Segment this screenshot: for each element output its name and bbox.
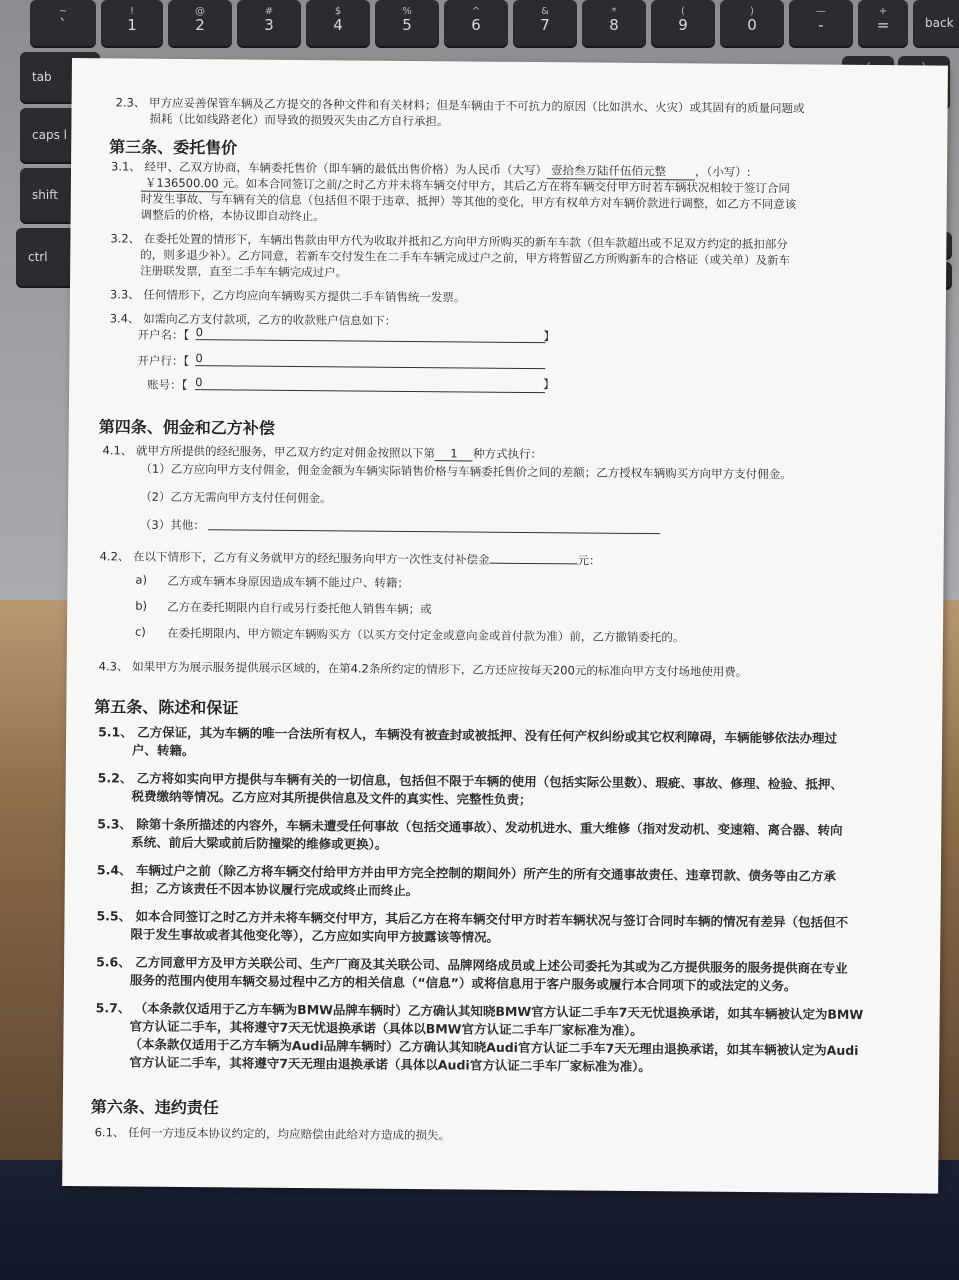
price-amount-chinese: 壹拾叁万陆仟伍佰元整 bbox=[547, 162, 695, 180]
clause-4-2-suffix: 元： bbox=[577, 553, 601, 568]
account-number-bracket: 】 bbox=[543, 377, 555, 392]
key-2: @ 2 bbox=[168, 0, 232, 46]
clause-5-2-line-1: 5.2、 乙方将如实向甲方提供与车辆有关的一切信息，包括但不限于车辆的使用（包括实际公里数）、瑕疵、事故、修理、检验、抵押、 bbox=[97, 770, 844, 792]
key-shift: shift bbox=[20, 168, 80, 222]
clause-3-3: 3.3、 任何情形下，乙方均应向车辆购买方提供二手车销售统一发票。 bbox=[109, 287, 466, 305]
account-bank-value: 0 bbox=[195, 351, 203, 366]
key-tilde: ~ ` bbox=[30, 0, 96, 46]
clause-5-1-line-2: 户、转籍。 bbox=[131, 742, 195, 759]
account-number-label: 账号：【 bbox=[147, 377, 188, 393]
price-amount-number: ￥136500.00 bbox=[141, 175, 223, 193]
account-name-field bbox=[196, 325, 546, 343]
clause-5-6-line-1: 5.6、 乙方同意甲方及甲方关联公司、生产厂商及其关联公司、品牌网络成员或上述公司委托为其或为乙方提供服务的服务提供商在专业 bbox=[96, 954, 848, 976]
clause-4-3: 4.3、 如果甲方为展示服务提供展示区域的，在第4.2条所约定的情形下，乙方还应按每天200元的标准向甲方支付场地使用费。 bbox=[98, 659, 748, 679]
key-minus: — - bbox=[789, 0, 853, 46]
clause-4-2-a-text: 乙方或车辆本身原因造成车辆不能过户、转籍； bbox=[167, 573, 409, 590]
clause-2-3-line-1: 2.3、 甲方应妥善保管车辆及乙方提交的各种文件和有关材料；但是车辆由于不可抗力的原因（比如洪水、火灾）或其固有的质量问题或 bbox=[115, 95, 805, 116]
clause-4-1-option-1: （1）乙方应向甲方支付佣金，佣金金额为车辆实际销售价格与车辆委托售价之间的差额；乙方授权车辆购买方向甲方支付佣金。 bbox=[140, 461, 792, 482]
key-6: ^ 6 bbox=[444, 0, 508, 46]
key-tab: tab bbox=[20, 52, 100, 102]
clause-5-5-line-2: 限于发生事故或者其他变化等），乙方应如实向甲方披露该等情况。 bbox=[130, 926, 500, 945]
clause-4-2-b-text: 乙方在委托期限内自行或另行委托他人销售车辆；或 bbox=[167, 599, 432, 617]
clause-5-7-line-1: 5.7、 （本条款仅适用于乙方车辆为BMW品牌车辆时）乙方确认其知晓BMW官方认证二手车7天无忧退换承诺，如其车辆被认定为BMW bbox=[95, 1000, 864, 1022]
clause-5-3-line-1: 5.3、 除第十条所描述的内容外，车辆未遭受任何事故（包括交通事故）、发动机进水、重大维修（指对发动机、变速箱、离合器、转向 bbox=[97, 816, 843, 838]
commission-choice: 1 bbox=[435, 446, 473, 461]
key-ctrl: ctrl bbox=[16, 228, 76, 286]
clause-4-2 bbox=[100, 548, 601, 568]
account-name-value: 0 bbox=[195, 325, 204, 340]
clause-3-2-line-1: 3.2、 在委托处置的情形下，车辆出售款由甲方代为收取并抵扣乙方向甲方所购买的新车车款（但车款超出或不足双方约定的抵扣部分 bbox=[110, 231, 788, 252]
clause-3-4: 3.4、 如需向乙方支付款项，乙方的收款账户信息如下： bbox=[109, 311, 397, 328]
clause-4-2-a-label: a) bbox=[135, 572, 148, 587]
account-number-field bbox=[195, 375, 545, 393]
contract-page bbox=[62, 58, 948, 1194]
clause-5-4-line-1: 5.4、 车辆过户之前（除乙方将车辆交付给甲方并由甲方完全控制的期间外）所产生的所有交通事故责任、违章罚款、债务等由乙方承 bbox=[96, 862, 836, 884]
key-backspace: back bbox=[913, 0, 959, 46]
account-bank-field bbox=[195, 351, 545, 369]
clause-4-2-c-label: c) bbox=[134, 624, 146, 639]
clause-4-2-prefix: 4.2、 在以下情形下，乙方有义务就甲方的经纪服务向甲方一次性支付补偿金 bbox=[99, 549, 490, 567]
clause-5-7-line-3: （本条款仅适用于乙方车辆为Audi品牌车辆时）乙方确认其知晓Audi官方认证二手车7天无理由退换承诺，如其车辆被认定为Audi bbox=[129, 1036, 859, 1058]
article-4-title: 第四条、佣金和乙方补偿 bbox=[98, 417, 275, 438]
key-8: * 8 bbox=[582, 0, 646, 46]
key-9: ( 9 bbox=[651, 0, 715, 46]
clause-5-5-line-1: 5.5、 如本合同签订之时乙方并未将车辆交付甲方，其后乙方在将车辆交付甲方时若车辆状况与签订合同时车辆的情况有差异（包括但不 bbox=[96, 908, 849, 930]
clause-5-4-line-2: 担；乙方该责任不因本协议履行完成或终止而终止。 bbox=[130, 880, 419, 899]
key-7: & 7 bbox=[513, 0, 577, 46]
article-6-title: 第六条、违约责任 bbox=[90, 1097, 219, 1118]
clause-4-2-b-label: b) bbox=[135, 598, 148, 613]
clause-2-3-line-2: 损耗（比如线路老化）而导致的损毁灭失由乙方自行承担。 bbox=[149, 111, 449, 129]
account-bank-label: 开户行：【 bbox=[137, 353, 190, 369]
key-3: # 3 bbox=[237, 0, 301, 46]
clause-4-1 bbox=[103, 442, 543, 462]
clause-4-1-other-field bbox=[208, 515, 660, 534]
clause-3-1-text-2: 元。如本合同签订之前/之时乙方并未将车辆交付甲方，其后乙方在将车辆交付甲方时若车辆状况相较于签订合同 bbox=[222, 176, 791, 196]
clause-5-1-line-1: 5.1、 乙方保证，其为车辆的唯一合法所有权人，车辆没有被查封或被抵押、没有任何产权纠纷或其它权利障碍，车辆能够依法办理过 bbox=[98, 724, 838, 746]
account-name-bracket: 】 bbox=[543, 329, 556, 344]
compensation-amount bbox=[490, 563, 578, 565]
clause-5-2-line-2: 税费缴纳等情况。乙方应对其所提供信息及文件的真实性、完整性负责； bbox=[131, 788, 532, 808]
account-name-label: 开户名：【 bbox=[137, 327, 190, 343]
account-number-value: 0 bbox=[195, 375, 203, 390]
clause-4-2-c-text: 在委托期限内、甲方锁定车辆购买方（以买方交付定金或意向金或首付款为准）前，乙方撤销委托的。 bbox=[166, 625, 685, 645]
clause-4-1-option-2: （2）乙方无需向甲方支付任何佣金。 bbox=[140, 489, 332, 506]
clause-4-1-suffix: 种方式执行： bbox=[472, 446, 543, 462]
clause-3-1-prefix: 3.1、 经甲、乙双方协商，车辆委托售价（即车辆的最低出售价格）为人民币（大写） bbox=[110, 159, 548, 178]
clause-3-1-suffix: ，（小写）: bbox=[694, 164, 751, 179]
clause-3-1-line-3: 时发生事故、与车辆有关的信息（包括但不限于违章、抵押）等其他的变化，甲方有权单方对车辆价款进行调整，如乙方不同意该 bbox=[140, 191, 797, 212]
clause-5-6-line-2: 服务的范围内使用车辆交易过程中乙方的相关信息（“信息”）或将信息用于客户服务或履行本合同项下的或法定的义务。 bbox=[129, 972, 797, 994]
clause-5-3-line-2: 系统、前后大梁或前后防撞梁的维修或更换）。 bbox=[131, 834, 388, 852]
clause-3-1-line-4: 调整后的价格，本协议即自动终止。 bbox=[140, 207, 325, 224]
key-0: ) 0 bbox=[720, 0, 784, 46]
key-1: ! 1 bbox=[101, 0, 163, 46]
article-5-title: 第五条、陈述和保证 bbox=[94, 697, 239, 718]
key-equals: + = bbox=[858, 0, 908, 46]
clause-3-2-line-3: 注册联发票，直至二手车车辆完成过户。 bbox=[140, 263, 348, 280]
clause-5-7-line-2: 官方认证二手车，其将遵守7天无忧退换承诺（具体以BMW官方认证二手车厂家标准为准）。 bbox=[129, 1018, 643, 1039]
key-5: % 5 bbox=[375, 0, 439, 46]
article-3-title: 第三条、委托售价 bbox=[109, 137, 238, 158]
clause-4-1-prefix: 4.1、 就甲方所提供的经纪服务，甲乙双方约定对佣金按照以下第 bbox=[102, 443, 436, 461]
clause-3-2-line-2: 的，则多退少补）。乙方同意，若新车交付发生在二手车车辆完成过户之前，甲方将暂留乙方所购新车的合格证（或关单）及新车 bbox=[140, 247, 791, 268]
clause-5-7-line-4: 官方认证二手车，其将遵守7天无理由退换承诺（具体以Audi官方认证二手车厂家标准为准）。 bbox=[129, 1054, 652, 1075]
key-4: $ 4 bbox=[306, 0, 370, 46]
clause-4-1-option-3: （3）其他： bbox=[139, 517, 205, 533]
key-caps: caps l bbox=[20, 108, 90, 162]
clause-6-1: 6.1、 任何一方违反本协议约定的，均应赔偿由此给对方造成的损失。 bbox=[94, 1125, 451, 1143]
